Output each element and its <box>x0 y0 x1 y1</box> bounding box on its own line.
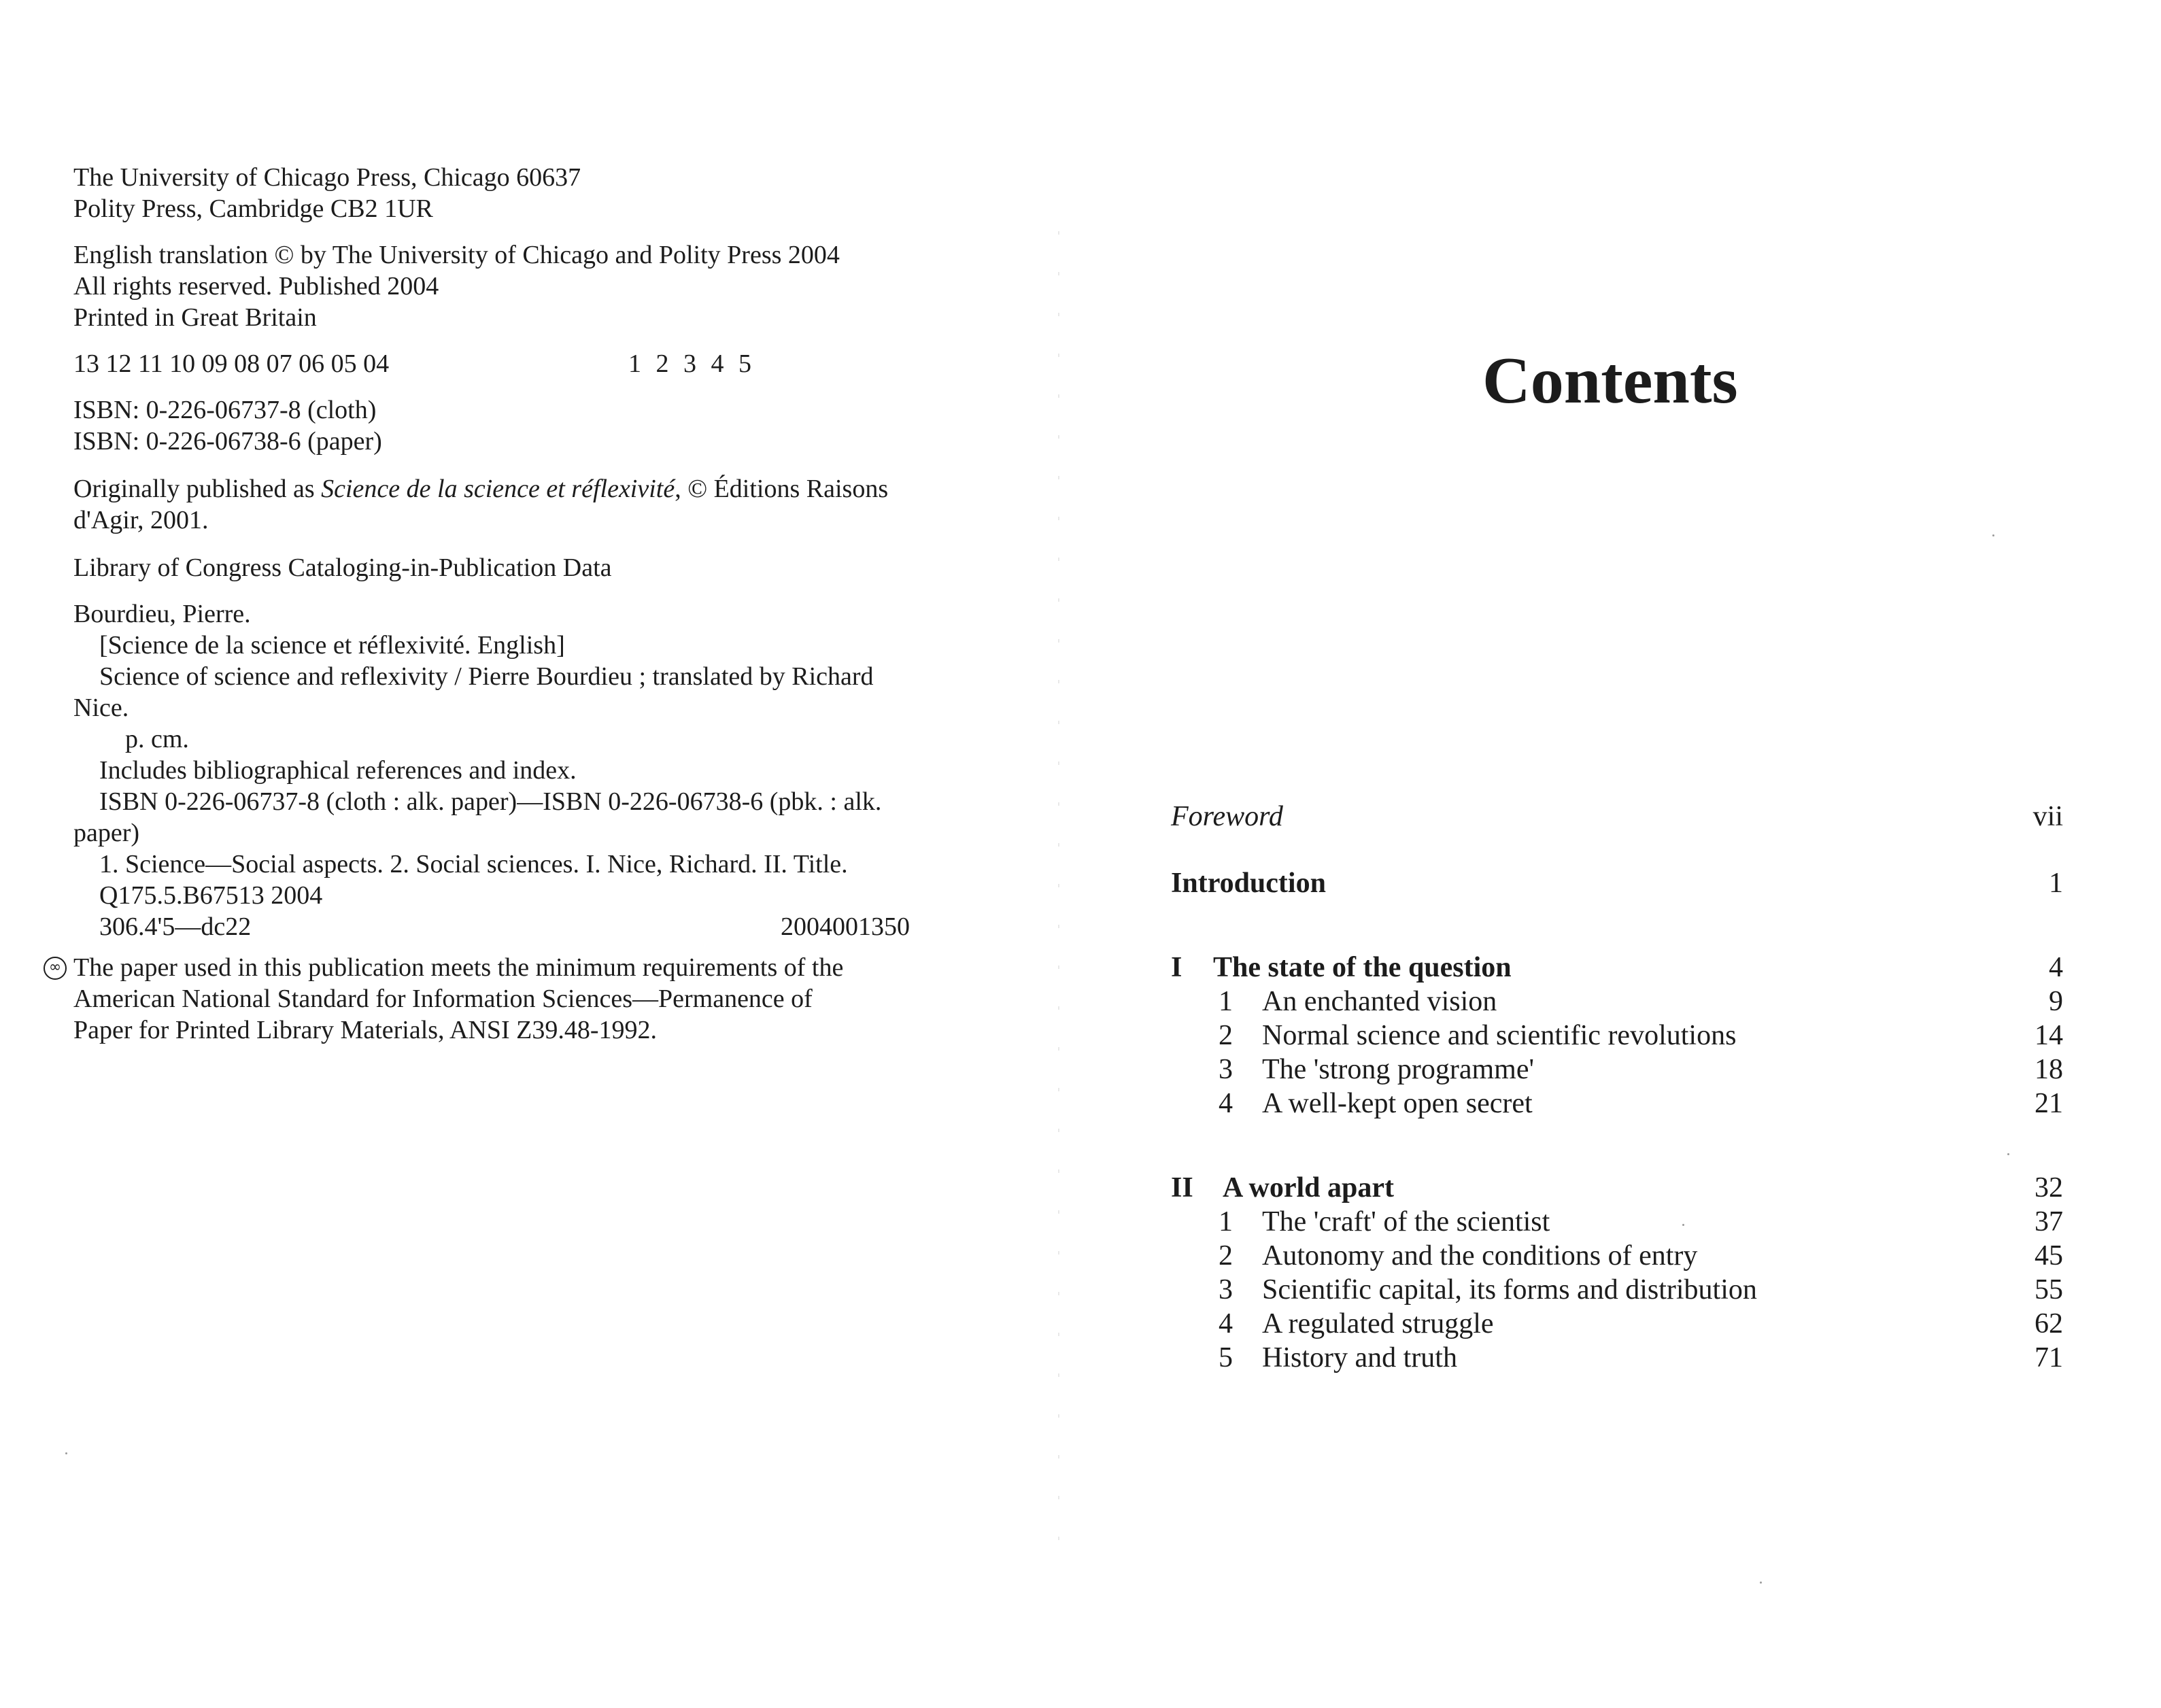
contents-title: Contents <box>1482 344 1738 417</box>
paper-note-line: American National Standard for Information Sciences—Permanence of <box>73 985 813 1013</box>
printing-numbers: 1 2 3 4 5 <box>628 349 755 378</box>
scan-speck <box>2007 1153 2009 1155</box>
toc-section-page: 14 <box>2035 1020 2063 1051</box>
toc-section-title: An enchanted vision <box>1262 986 1497 1017</box>
cip-dewey: 306.4'5—dc22 <box>99 912 252 941</box>
cip-dewey-row <box>73 911 957 942</box>
toc-part-1 <box>1171 951 2063 1121</box>
toc-part-2 <box>1171 1171 2063 1375</box>
toc-section-title: A regulated struggle <box>1262 1308 1494 1339</box>
cip-title-line: Science of science and reflexivity / Pierre Bourdieu ; translated by Richard <box>99 662 874 691</box>
publisher-line: The University of Chicago Press, Chicago 60637 <box>73 163 581 192</box>
printing-years: 13 12 11 10 09 08 07 06 05 04 <box>73 349 390 378</box>
rights-block <box>73 239 840 333</box>
paper-note-line: Paper for Printed Library Materials, ANSI Z39.48-1992. <box>73 1016 657 1044</box>
scan-speck <box>1760 1582 1762 1584</box>
page-gutter <box>1058 231 1059 1577</box>
publisher-line: Polity Press, Cambridge CB2 1UR <box>73 194 433 223</box>
toc-introduction-page: 1 <box>2049 868 2063 899</box>
toc-section-row[interactable] <box>1171 1307 2063 1341</box>
cip-includes: Includes bibliographical references and index. <box>99 756 577 785</box>
toc-introduction[interactable] <box>1171 866 2063 900</box>
toc-section-page: 18 <box>2035 1054 2063 1085</box>
toc-section-number: 3 <box>1219 1274 1233 1305</box>
printing-line <box>73 348 821 379</box>
cip-isbn-line: ISBN 0-226-06737-8 (cloth : alk. paper)—ISBN 0-226-06738-6 (pbk. : alk. <box>99 787 882 816</box>
toc-section-page: 62 <box>2035 1308 2063 1339</box>
toc-part-heading[interactable] <box>1171 1171 2063 1205</box>
toc-section-number: 1 <box>1219 986 1233 1017</box>
rights-line: Printed in Great Britain <box>73 303 317 332</box>
cip-lc-call-number: Q175.5.B67513 2004 <box>99 881 323 910</box>
cip-lccn: 2004001350 <box>781 912 910 941</box>
toc-section-number: 3 <box>1219 1054 1233 1085</box>
toc-part-numeral: II <box>1171 1172 1193 1203</box>
toc-section-row[interactable] <box>1171 1341 2063 1375</box>
toc-section-number: 2 <box>1219 1240 1233 1271</box>
toc-section-title: A well-kept open secret <box>1262 1088 1533 1119</box>
toc-part-numeral: I <box>1171 952 1182 983</box>
toc-part-title: A world apart <box>1223 1172 1394 1203</box>
toc-part-page: 32 <box>2035 1172 2063 1203</box>
cip-author: Bourdieu, Pierre. <box>73 600 251 628</box>
toc-section-title: Autonomy and the conditions of entry <box>1262 1240 1698 1271</box>
cip-data-block <box>73 598 957 942</box>
original-title: Science de la science et réflexivité <box>321 475 675 503</box>
rights-line: English translation © by The University of Chicago and Polity Press 2004 <box>73 241 840 269</box>
paper-note-line: The paper used in this publication meets the minimum requirements of the <box>73 953 844 982</box>
toc-section-page: 21 <box>2035 1088 2063 1119</box>
isbn-block <box>73 394 382 457</box>
toc-section-title: The 'craft' of the scientist <box>1262 1206 1550 1237</box>
toc-foreword-title: Foreword <box>1171 801 1283 832</box>
cip-heading: Library of Congress Cataloging-in-Publication Data <box>73 553 612 582</box>
toc-section-row[interactable] <box>1171 1205 2063 1239</box>
toc-section-number: 1 <box>1219 1206 1233 1237</box>
toc-part-title: The state of the question <box>1213 952 1512 983</box>
toc-section-number: 5 <box>1219 1342 1233 1373</box>
toc-foreword[interactable] <box>1171 800 2063 834</box>
toc-section-page: 37 <box>2035 1206 2063 1237</box>
toc-section-page: 9 <box>2049 986 2063 1017</box>
original-suffix: , © Éditions Raisons <box>675 475 889 503</box>
toc-part-heading[interactable] <box>1171 951 2063 985</box>
toc-part-page: 4 <box>2049 952 2063 983</box>
scan-speck <box>1992 534 1994 536</box>
original-prefix: Originally published as <box>73 475 322 503</box>
toc-section-row[interactable] <box>1171 985 2063 1019</box>
infinity-paper-icon: ∞ <box>44 957 67 980</box>
cip-uniform-title: [Science de la science et réflexivité. English] <box>99 631 565 660</box>
toc-section-title: Scientific capital, its forms and distribution <box>1262 1274 1757 1305</box>
publishers-block <box>73 162 581 224</box>
toc-section-number: 4 <box>1219 1308 1233 1339</box>
toc-section-title: History and truth <box>1262 1342 1457 1373</box>
toc-section-row[interactable] <box>1171 1019 2063 1053</box>
scan-speck <box>65 1452 67 1454</box>
scan-speck <box>1682 1224 1684 1226</box>
toc-foreword-page: vii <box>2032 801 2063 832</box>
toc-section-page: 55 <box>2035 1274 2063 1305</box>
cip-isbn-line: paper) <box>73 819 140 847</box>
cip-subjects: 1. Science—Social aspects. 2. Social sciences. I. Nice, Richard. II. Title. <box>99 850 848 878</box>
original-publication-block <box>73 473 888 536</box>
toc-section-row[interactable] <box>1171 1273 2063 1307</box>
cip-pages: p. cm. <box>125 725 189 753</box>
toc-section-row[interactable] <box>1171 1239 2063 1273</box>
toc-section-row[interactable] <box>1171 1087 2063 1121</box>
toc-section-number: 2 <box>1219 1020 1233 1051</box>
rights-line: All rights reserved. Published 2004 <box>73 272 439 301</box>
cip-title-line: Nice. <box>73 694 129 722</box>
isbn-line: ISBN: 0-226-06737-8 (cloth) <box>73 396 377 424</box>
paper-note-block <box>48 952 844 1046</box>
toc-section-number: 4 <box>1219 1088 1233 1119</box>
toc-section-title: The 'strong programme' <box>1262 1054 1535 1085</box>
toc-section-row[interactable] <box>1171 1053 2063 1087</box>
isbn-line: ISBN: 0-226-06738-6 (paper) <box>73 427 382 456</box>
original-line2: d'Agir, 2001. <box>73 506 209 534</box>
copyright-page <box>0 0 1061 1708</box>
toc-section-page: 45 <box>2035 1240 2063 1271</box>
toc-section-title: Normal science and scientific revolutions <box>1262 1020 1737 1051</box>
toc-introduction-title: Introduction <box>1171 868 1326 899</box>
toc-section-page: 71 <box>2035 1342 2063 1373</box>
